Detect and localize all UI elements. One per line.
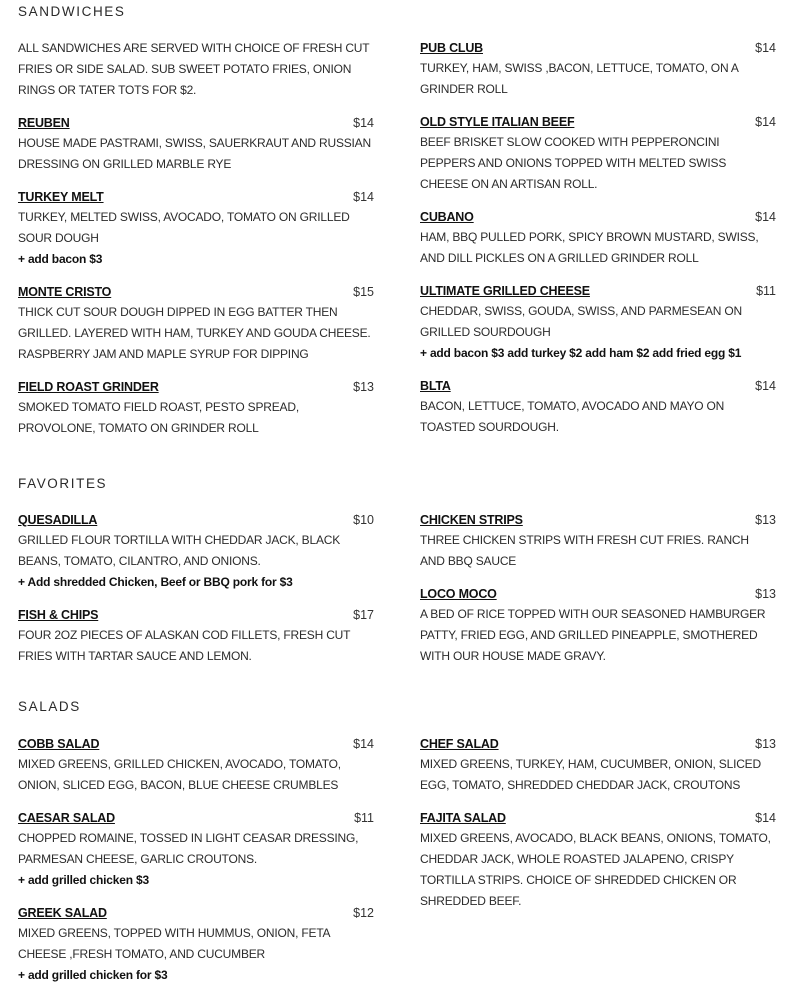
menu-item-name: FAJITA SALAD: [420, 811, 506, 825]
menu-item-description: CHOPPED ROMAINE, TOSSED IN LIGHT CEASAR DRESSING, PARMESAN CHEESE, GARLIC CROUTONS.: [18, 831, 359, 866]
menu-item-price: $11: [354, 811, 374, 825]
menu-item-description: CHEDDAR, SWISS, GOUDA, SWISS, AND PARMESEAN ON GRILLED SOURDOUGH: [420, 304, 742, 339]
menu-item-price: $13: [755, 513, 776, 527]
menu-item-description: TURKEY, HAM, SWISS ,BACON, LETTUCE, TOMATO, ON A GRINDER ROLL: [420, 61, 739, 96]
menu-item: [420, 584, 776, 667]
menu-item-header: [420, 734, 776, 754]
menu-item-price: $11: [756, 284, 776, 298]
menu-item: [18, 377, 374, 439]
menu-item-list: [18, 510, 374, 667]
menu-item-header: [420, 510, 776, 530]
menu-item-header: [420, 207, 776, 227]
section-title-sandwiches: SANDWICHES: [18, 4, 126, 19]
menu-item-description: A BED OF RICE TOPPED WITH OUR SEASONED HAMBURGER PATTY, FRIED EGG, AND GRILLED PINEAPPLE, SMOTHERED WITH OUR HOUSE MADE GRAVY.: [420, 607, 766, 663]
menu-item-name: TURKEY MELT: [18, 190, 104, 204]
sandwiches-right-column: [420, 38, 776, 450]
menu-item-header: [420, 584, 776, 604]
menu-item-header: [18, 734, 374, 754]
menu-item-price: $14: [353, 737, 374, 751]
menu-item-price: $14: [755, 41, 776, 55]
menu-item-description: THICK CUT SOUR DOUGH DIPPED IN EGG BATTER THEN GRILLED. LAYERED WITH HAM, TURKEY AND GOUDA CHEESE. RASPBERRY JAM AND MAPLE SYRUP FOR DIPPING: [18, 305, 371, 361]
section-title-favorites: FAVORITES: [18, 476, 108, 491]
menu-item-price: $14: [755, 115, 776, 129]
menu-item-price: $14: [353, 190, 374, 204]
menu-item-name: GREEK SALAD: [18, 906, 107, 920]
salads-right-column: [420, 734, 776, 924]
menu-item: [18, 903, 374, 986]
menu-item-price: $14: [755, 811, 776, 825]
menu-item-price: $14: [755, 379, 776, 393]
menu-item-description: GRILLED FLOUR TORTILLA WITH CHEDDAR JACK, BLACK BEANS, TOMATO, CILANTRO, AND ONIONS.: [18, 533, 341, 568]
menu-item-name: OLD STYLE ITALIAN BEEF: [420, 115, 575, 129]
menu-item-header: [18, 113, 374, 133]
sandwiches-intro: ALL SANDWICHES ARE SERVED WITH CHOICE OF FRESH CUT FRIES OR SIDE SALAD. SUB SWEET POTATO FRIES, ONION RINGS OR TATER TOTS FOR $2.: [18, 41, 370, 97]
menu-item-name: FISH & CHIPS: [18, 608, 99, 622]
menu-item-header: [18, 282, 374, 302]
menu-item-header: [18, 605, 374, 625]
menu-item-header: [420, 281, 776, 301]
menu-item-list: [420, 510, 776, 667]
menu-item: [420, 734, 776, 796]
menu-item-addon: + add grilled chicken for $3: [18, 968, 168, 982]
menu-item-header: [18, 510, 374, 530]
favorites-left-column: [18, 510, 374, 679]
menu-item-list: [420, 734, 776, 912]
menu-item-header: [420, 808, 776, 828]
menu-item-name: PUB CLUB: [420, 41, 483, 55]
menu-item-name: CHEF SALAD: [420, 737, 499, 751]
menu-item-name: FIELD ROAST GRINDER: [18, 380, 159, 394]
menu-item-name: COBB SALAD: [18, 737, 100, 751]
menu-item-name: MONTE CRISTO: [18, 285, 112, 299]
menu-item: [18, 734, 374, 796]
menu-item-price: $13: [353, 380, 374, 394]
menu-item-addon: + Add shredded Chicken, Beef or BBQ pork for $3: [18, 575, 293, 589]
menu-item: [420, 808, 776, 912]
menu-item-price: $12: [353, 906, 374, 920]
menu-item-description: BACON, LETTUCE, TOMATO, AVOCADO AND MAYO ON TOASTED SOURDOUGH.: [420, 399, 725, 434]
menu-item-description: MIXED GREENS, TURKEY, HAM, CUCUMBER, ONION, SLICED EGG, TOMATO, SHREDDED CHEDDAR JACK, CROUTONS: [420, 757, 761, 792]
menu-item-name: BLTA: [420, 379, 451, 393]
menu-item-price: $14: [353, 116, 374, 130]
menu-item: [18, 113, 374, 175]
menu-item-header: [18, 808, 374, 828]
menu-item-price: $13: [755, 737, 776, 751]
menu-item-description: THREE CHICKEN STRIPS WITH FRESH CUT FRIES. RANCH AND BBQ SAUCE: [420, 533, 749, 568]
menu-item-header: [420, 112, 776, 132]
menu-item-name: REUBEN: [18, 116, 70, 130]
menu-item-addon: + add bacon $3: [18, 252, 103, 266]
menu-item-description: MIXED GREENS, AVOCADO, BLACK BEANS, ONIONS, TOMATO, CHEDDAR JACK, WHOLE ROASTED JALAPENO, CRISPY TORTILLA STRIPS. CHOICE OF SHREDDED CHICKEN OR SHREDDED BEEF.: [420, 831, 771, 908]
menu-item-description: HOUSE MADE PASTRAMI, SWISS, SAUERKRAUT AND RUSSIAN DRESSING ON GRILLED MARBLE RYE: [18, 136, 371, 171]
menu-item-description: SMOKED TOMATO FIELD ROAST, PESTO SPREAD, PROVOLONE, TOMATO ON GRINDER ROLL: [18, 400, 299, 435]
section-title-salads: SALADS: [18, 699, 81, 714]
menu-item-addon: + add bacon $3 add turkey $2 add ham $2 add fried egg $1: [420, 346, 742, 360]
menu-item-price: $15: [353, 285, 374, 299]
menu-item: [420, 38, 776, 100]
menu-item-description: HAM, BBQ PULLED PORK, SPICY BROWN MUSTARD, SWISS, AND DILL PICKLES ON A GRILLED GRINDER ROLL: [420, 230, 759, 265]
menu-item-price: $14: [755, 210, 776, 224]
menu-item-header: [18, 377, 374, 397]
menu-item-description: TURKEY, MELTED SWISS, AVOCADO, TOMATO ON GRILLED SOUR DOUGH: [18, 210, 350, 245]
favorites-right-column: [420, 510, 776, 679]
menu-item: [18, 187, 374, 270]
menu-item-name: ULTIMATE GRILLED CHEESE: [420, 284, 590, 298]
menu-item-header: [18, 903, 374, 923]
sandwiches-left-column: [18, 38, 374, 451]
menu-item: [420, 376, 776, 438]
menu-item: [18, 510, 374, 593]
menu-item-name: CUBANO: [420, 210, 474, 224]
menu-item-header: [18, 187, 374, 207]
menu-item: [420, 281, 776, 364]
salads-left-column: [18, 734, 374, 998]
menu-item-list: [18, 113, 374, 439]
menu-item: [420, 112, 776, 195]
menu-item-name: LOCO MOCO: [420, 587, 497, 601]
menu-item-header: [420, 376, 776, 396]
menu-item-addon: + add grilled chicken $3: [18, 873, 149, 887]
menu-item-name: QUESADILLA: [18, 513, 98, 527]
menu-item: [18, 808, 374, 891]
menu-item-name: CHICKEN STRIPS: [420, 513, 523, 527]
menu-item: [18, 282, 374, 365]
menu-item-description: MIXED GREENS, GRILLED CHICKEN, AVOCADO, TOMATO, ONION, SLICED EGG, BACON, BLUE CHEESE CRUMBLES: [18, 757, 341, 792]
menu-item-price: $10: [353, 513, 374, 527]
menu-item-price: $13: [755, 587, 776, 601]
menu-item: [420, 510, 776, 572]
menu-item-name: CAESAR SALAD: [18, 811, 115, 825]
menu-item-description: FOUR 2OZ PIECES OF ALASKAN COD FILLETS, FRESH CUT FRIES WITH TARTAR SAUCE AND LEMON.: [18, 628, 351, 663]
menu-item-description: BEEF BRISKET SLOW COOKED WITH PEPPERONCINI PEPPERS AND ONIONS TOPPED WITH MELTED SWISS CHEESE ON AN ARTISAN ROLL.: [420, 135, 727, 191]
menu-item: [18, 605, 374, 667]
menu-item-list: [18, 734, 374, 986]
menu-item-price: $17: [353, 608, 374, 622]
menu-item-description: MIXED GREENS, TOPPED WITH HUMMUS, ONION, FETA CHEESE ,FRESH TOMATO, AND CUCUMBER: [18, 926, 330, 961]
menu-item: [420, 207, 776, 269]
menu-item-header: [420, 38, 776, 58]
menu-item-list: [420, 38, 776, 438]
